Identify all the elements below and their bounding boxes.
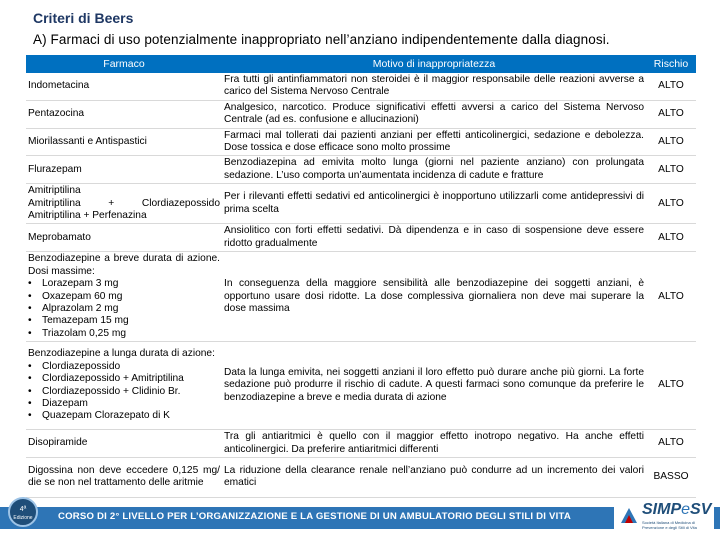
- drug-cell: Flurazepam: [26, 156, 222, 184]
- risk-cell: ALTO: [646, 252, 696, 342]
- table-row: [26, 252, 696, 342]
- list-item: • Temazepam 15 mg: [28, 315, 129, 327]
- edition-badge: 4ª Edizione: [8, 497, 38, 527]
- footer: [0, 497, 720, 540]
- beers-table: [26, 55, 696, 498]
- reason-cell: In conseguenza della maggiore sensibilità alle benzodiazepine dei soggetti anziani, è opportuno usare dosi ridotte. La dose complessiva giornaliera non deve mai superare la dose massima: [222, 252, 646, 342]
- drug-line: Amitriptilina + Clordiazepossido: [28, 197, 220, 209]
- bullet-icon: •: [28, 278, 32, 290]
- page-subtitle: A) Farmaci di uso potenzialmente inappropriato nell’anziano indipendentemente dalla diagnosi.: [33, 32, 610, 47]
- bullet-icon: •: [28, 398, 32, 410]
- table-row: [26, 100, 696, 128]
- bullet-icon: •: [28, 290, 32, 302]
- list-item: • Oxazepam 60 mg: [28, 290, 123, 302]
- drug-cell: Disopiramide: [26, 430, 222, 458]
- reason-cell: Farmaci mal tollerati dai pazienti anziani per effetti anticolinergici, sedazione e debolezza. Dose tossica e dose efficace sono molto prossime: [222, 128, 646, 156]
- column-header-drug: Farmaco: [26, 55, 222, 73]
- table-row: [26, 224, 696, 252]
- list-item: • Lorazepam 3 mg: [28, 278, 119, 290]
- list-item: • Triazolam 0,25 mg: [28, 327, 126, 339]
- list-item: • Clordiazepossido + Amitriptilina: [28, 373, 184, 385]
- table-row: [26, 184, 696, 224]
- risk-cell: ALTO: [646, 224, 696, 252]
- reason-cell: Analgesico, narcotico. Produce significativi effetti avversi a carico del Sistema Nervoso Centrale (ad es. confusione e allucinazioni): [222, 100, 646, 128]
- risk-cell: ALTO: [646, 342, 696, 430]
- risk-cell: ALTO: [646, 156, 696, 184]
- logo-subtitle: Società Italiana di Medicina di Prevenzione e degli Stili di Vita: [642, 520, 697, 530]
- risk-cell: ALTO: [646, 430, 696, 458]
- reason-cell: La riduzione della clearance renale nell’anziano può condurre ad un incremento dei valori ematici: [222, 457, 646, 497]
- reason-cell: Per i rilevanti effetti sedativi ed anticolinergici è inopportuno utilizzarli come antidepressivi di prima scelta: [222, 184, 646, 224]
- drug-cell: Miorilassanti e Antispastici: [26, 128, 222, 156]
- bullet-icon: •: [28, 302, 32, 314]
- bullet-icon: •: [28, 385, 32, 397]
- drug-cell: [26, 184, 222, 224]
- bullet-icon: •: [28, 373, 32, 385]
- drug-cell: [26, 252, 222, 342]
- table-row: [26, 430, 696, 458]
- reason-cell: Tra gli antiaritmici è quello con il maggior effetto inotropo negativo. Ha anche effetti anticolinergici. Da preferire antiaritmici differenti: [222, 430, 646, 458]
- table-header-row: [26, 55, 696, 73]
- bullet-icon: •: [28, 360, 32, 372]
- bullet-icon: •: [28, 327, 32, 339]
- risk-cell: ALTO: [646, 100, 696, 128]
- drug-cell: Digossina non deve eccedere 0,125 mg/ die se non nel trattamento delle aritmie: [26, 457, 222, 497]
- drug-cell: [26, 342, 222, 430]
- reason-cell: Fra tutti gli antinfiammatori non steroidei è il maggior responsabile delle reazioni avverse a carico del Sistema Nervoso Centrale: [222, 73, 646, 100]
- list-item: • Quazepam Clorazepato di K: [28, 410, 170, 422]
- risk-cell: ALTO: [646, 128, 696, 156]
- list-item: • Diazepam: [28, 398, 88, 410]
- drug-cell: Meprobamato: [26, 224, 222, 252]
- table-row: [26, 457, 696, 497]
- list-item: • Clordiazepossido + Clidinio Br.: [28, 385, 181, 397]
- reason-cell: Benzodiazepina ad emivita molto lunga (giorni nel paziente anziano) con prolungata sedazione. L’uso comporta un’aumentata incidenza di cadute e fratture: [222, 156, 646, 184]
- table-row: [26, 156, 696, 184]
- drug-intro: Benzodiazepine a breve durata di azione. Dosi massime:: [28, 253, 220, 277]
- reason-cell: Data la lunga emivita, nei soggetti anziani il loro effetto può durare anche più giorni. La forte sedazione può produrre il rischio di cadute. A questi farmaci sono comunque da preferire le benzodiazepine a breve e media durata di azione: [222, 342, 646, 430]
- bullet-icon: •: [28, 410, 32, 422]
- drug-line: Amitriptilina + Perfenazina: [28, 210, 147, 222]
- list-item: • Clordiazepossido: [28, 360, 121, 372]
- drug-intro: Benzodiazepine a lunga durata di azione:: [28, 348, 215, 360]
- simpesv-logo: SIMPeSV Società Italiana di Medicina di Prevenzione e degli Stili di Vita: [614, 499, 714, 537]
- page-title: Criteri di Beers: [33, 10, 134, 26]
- table-row: [26, 73, 696, 100]
- bullet-icon: •: [28, 315, 32, 327]
- risk-cell: BASSO: [646, 457, 696, 497]
- risk-cell: ALTO: [646, 73, 696, 100]
- column-header-reason: Motivo di inappropriatezza: [222, 55, 646, 73]
- course-title: CORSO DI 2° LIVELLO PER L’ORGANIZZAZIONE E LA GESTIONE DI UN AMBULATORIO DEGLI STILI DI VITA: [58, 511, 571, 522]
- drug-cell: Pentazocina: [26, 100, 222, 128]
- reason-cell: Ansiolitico con forti effetti sedativi. Dà dipendenza e in caso di sospensione deve essere ridotto gradualmente: [222, 224, 646, 252]
- list-item: • Alprazolam 2 mg: [28, 302, 119, 314]
- drug-cell: Indometacina: [26, 73, 222, 100]
- column-header-risk: Rischio: [646, 55, 696, 73]
- table-row: [26, 342, 696, 430]
- drug-line: Amitriptilina: [28, 185, 81, 197]
- simpesv-logo-icon: [618, 505, 640, 527]
- risk-cell: ALTO: [646, 184, 696, 224]
- table-row: [26, 128, 696, 156]
